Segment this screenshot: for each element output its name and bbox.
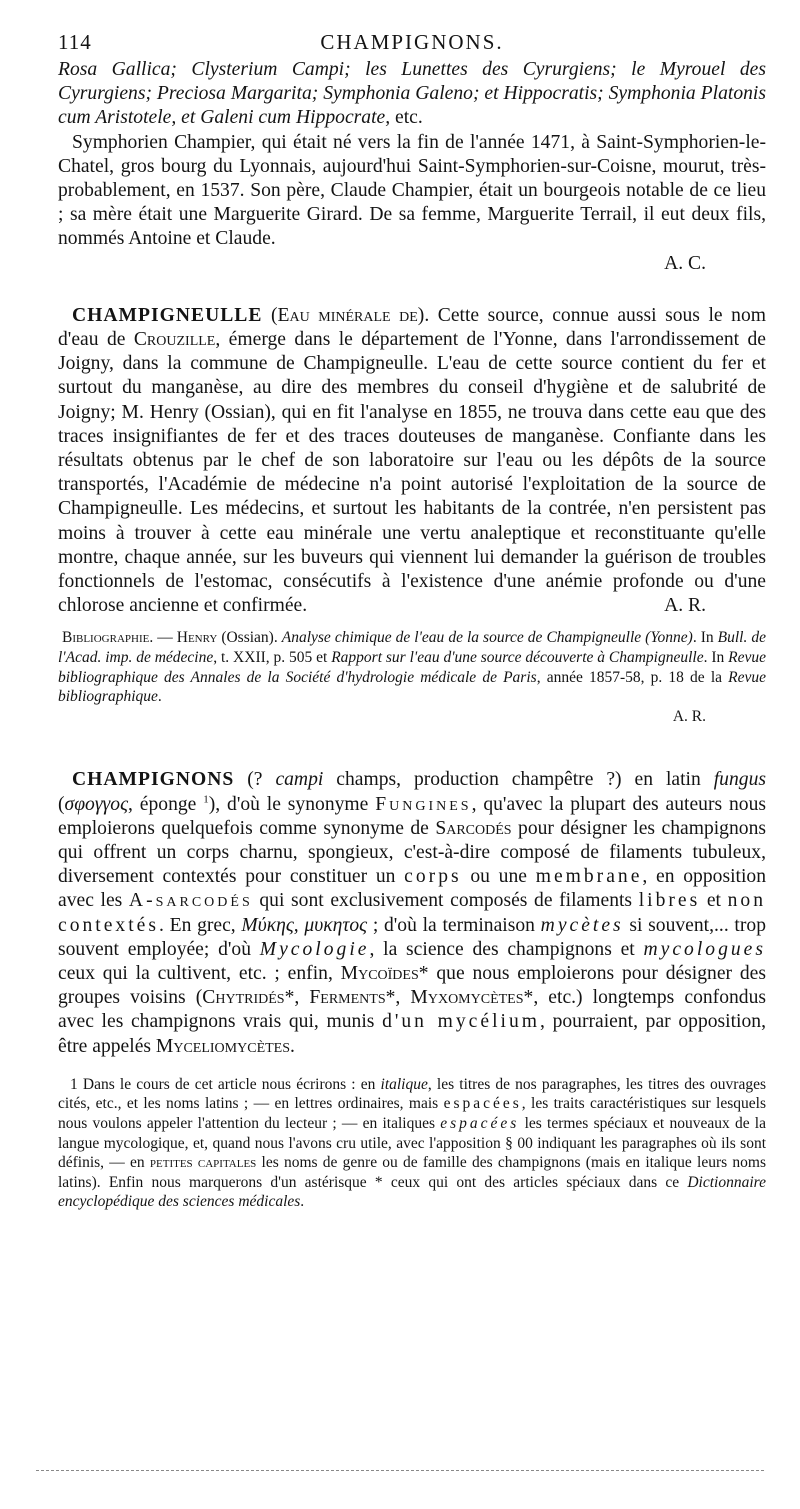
text-run: , (294, 987, 310, 1009)
word-fungus: fungus (713, 769, 766, 791)
text-run: pour désigner les champignons qui offrent un corps charnu, spongieux, c'est-à-dire composé de filaments tubuleux, diversement contextés pour constituer un (58, 817, 766, 888)
word-a-sarcodes: A-sarcodés (128, 890, 253, 912)
champigneulle-text-b: , émerge dans le département de l'Yonne, dans l'arrondissement de Joigny, dans la commune de Champigneulle. L'eau de cette source contient du fer et surtout du manganèse, au dire des membres du conseil d'hygiène et de salubrité de Joigny; M. Henry (Ossian), qui en fit l'analyse en 1855, ne trouva dans cette eau que des traces insignifiantes de fer et des traces douteuses de manganèse. Confiante dans les résultats obtenus par le chef de son laboratoire sur l'eau ou les dépôts de la source transportés, l'Académie de médecine n'a point autorisé l'exploitation de la source de Champigneulle. Les médecins, et surtout les habitants de la contrée, n'en persistent pas moins à trouver à cette eau minérale une vertu analeptique et reconstituante qu'elle montre, chaque année, sur les buveurs qui viennent lui demander la guérison de troubles fonctionnels de l'estomac, consécutifs à l'existence d'une anémie profonde ou d'une chlorose ancienne et confirmée. (58, 329, 766, 617)
intro-paragraph (58, 58, 766, 131)
text-run: les noms de genre ou de famille des champignons (mais en italique leurs noms latins). Enfin nous marquerons d'un astérisque * ceux qui ont des articles spéciaux dans ce (58, 1154, 766, 1191)
bibliography-in-2: . In (703, 649, 729, 667)
bibliography-label: Bibliographie. (62, 629, 154, 647)
phrase-d-un-mycelium: d'un mycélium (382, 1011, 541, 1033)
bibliography-author: Henry (176, 629, 218, 647)
bibliography-title-2: Rapport sur l'eau d'une source découverte à Champigneulle (331, 649, 704, 667)
spacer (58, 276, 766, 304)
text-run: ceux qui la cultivent, etc. ; enfin, (58, 963, 341, 985)
text-run: et (700, 890, 728, 912)
footnote-reference[interactable]: 1 (203, 793, 209, 806)
bibliography-end: . (157, 688, 162, 706)
bibliography (58, 628, 766, 706)
document-page (58, 26, 766, 1212)
running-title: CHAMPIGNONS. (320, 30, 504, 54)
bibliography-journal-1: Bull. de l'Acad. imp. de médecine (58, 629, 767, 667)
word-corps: corps (404, 866, 462, 888)
bibliography-journal-2: Revue bibliographique des Annales de la Société d'hydrologie médicale de Paris (58, 649, 766, 686)
crouzille-name: Crouzille (133, 329, 216, 351)
text-run: , en opposition avec les (58, 866, 766, 912)
bibliography-ref-2: , année 1857-58, p. 18 de la (536, 668, 729, 686)
word-membrane: membrane (535, 866, 643, 888)
page-number: 114 (58, 30, 92, 54)
text-run: , pourraient, par opposition, être appelés (58, 1011, 766, 1057)
text-run: ou une (461, 866, 536, 888)
signature-ar-2: A. R. (672, 707, 706, 725)
word-mycetes: mycètes (540, 914, 624, 936)
text-run: (? (234, 769, 276, 791)
signature-ar-1: A. R. (664, 595, 706, 617)
text-run: si souvent,... trop souvent employée; d'où (58, 914, 766, 960)
text-run: , (395, 987, 411, 1009)
word-libres: libres (638, 890, 701, 912)
footnote (58, 1075, 766, 1212)
intro-tail: etc. (390, 107, 423, 129)
word-espacees-italic: espacées (440, 1115, 520, 1133)
text-run: ), d'où le synonyme (208, 793, 376, 815)
greek-spongos: σφογγος (64, 793, 129, 815)
intro-titles: Rosa Gallica; Clysterium Campi; les Lunettes des Cyrurgiens; le Myrouel des Cyrurgiens; Preciosa Margarita; Symphonia Galeno; et Hippocratis; Symphonia Platonis cum Aristotele, et Galeni cum Hippocrate, (58, 59, 766, 129)
champigneulle-qualifier: (Eau minérale de). (271, 304, 430, 326)
word-italique: italique (380, 1075, 428, 1093)
word-petites-capitales: petites capitales (149, 1154, 257, 1172)
text-run: . En grec, (159, 914, 242, 936)
text-run: les termes spéciaux et nouveaux de la langue mycologique, et, quand nous l'avons cru utile, avec l'apposition § 00 indiquant les paragraphes où ils sont définis, — en (58, 1115, 766, 1172)
word-myceliomycetes: Myceliomycètes (155, 1035, 291, 1057)
text-run: qui sont exclusivement composés de filaments (252, 890, 639, 912)
word-ferments: Ferments* (309, 987, 396, 1009)
text-run: , la science des champignons et (369, 938, 644, 960)
champigneulle-text-a: Cette source, connue aussi sous le nom d'eau de (58, 304, 766, 351)
text-run: ; d'où la terminaison (367, 914, 541, 936)
headword-champignons: CHAMPIGNONS (72, 769, 235, 791)
bibliography-dash: — (153, 629, 177, 647)
bibliography-in-1: . In (692, 629, 718, 647)
spacer (58, 726, 766, 768)
text-run: ( (58, 793, 65, 815)
word-chytrides: Chytridés* (202, 987, 295, 1009)
bibliography-author-rest: (Ossian). (217, 629, 282, 647)
word-mycologues: mycologues (643, 938, 766, 960)
word-myxomycetes: Myxomycètes* (410, 987, 534, 1009)
champigneulle-article (58, 304, 766, 619)
bottom-rule (36, 1470, 764, 1471)
headword-champigneulle: CHAMPIGNEULLE (72, 304, 263, 326)
dictionnaire-title: Dictionnaire encyclopédique des sciences médicales (58, 1173, 766, 1211)
bibliography-ref-1: , t. XXII, p. 505 et (213, 649, 332, 667)
greek-mykes: Μύκης, μυκητος (241, 914, 368, 936)
word-mycologie: Mycologie (259, 938, 370, 960)
text-run: Dans le cours de cet article nous écrirons : en (77, 1075, 381, 1093)
word-mycoides: Mycoïdes* (340, 963, 429, 985)
word-sarcodes: Sarcodés (435, 817, 512, 839)
text-run: , les traits caractéristiques sur lesquels nous voulons appeler l'attention du lecteur ; — en italiques (58, 1095, 766, 1133)
signature-ac: A. C. (664, 252, 706, 274)
word-non-contextes: non contextés (58, 890, 767, 936)
word-campi: campi (275, 769, 324, 791)
word-espacees: espacées (443, 1095, 522, 1113)
text-run: , qu'avec la plupart des auteurs nous emploierons quelquefois comme synonyme de (58, 793, 766, 839)
word-fungines: Fungines (375, 793, 472, 815)
bibliography-journal-3: Revue bibliographique (58, 668, 766, 706)
text-run: champs, production champêtre ?) en latin (323, 769, 714, 791)
champier-paragraph: Symphorien Champier, qui était né vers la fin de l'année 1471, à Saint-Symphorien-le-Chatel, gros bourg du Lyonnais, aujourd'hui Saint-Symphorien-sur-Coisne, mourut, très-probablement, en 1537. Son père, Claude Champier, était un bourgeois notable de ce lieu ; sa mère était une Marguerite Girard. De sa femme, Marguerite Terrail, il eut deux fils, nommés Antoine et Claude. (58, 131, 766, 250)
text-run: . (300, 1193, 305, 1211)
page-header (58, 26, 766, 58)
text-run: . (290, 1035, 295, 1057)
text-run: , éponge (128, 793, 204, 815)
text-run: que nous emploierons pour désigner des groupes voisins ( (58, 963, 767, 1009)
text-run: , les titres de nos paragraphes, les titres des ouvrages cités, etc., et les noms latins ; — en lettres ordinaires, mais (58, 1075, 766, 1113)
bibliography-title-1: Analyse chimique de l'eau de la source de Champigneulle (Yonne) (281, 629, 693, 647)
text-run: , etc.) longtemps confondus avec les champignons vrais qui, munis (58, 987, 767, 1033)
champignons-article (58, 768, 766, 1058)
footnote-number: 1 (70, 1075, 78, 1093)
